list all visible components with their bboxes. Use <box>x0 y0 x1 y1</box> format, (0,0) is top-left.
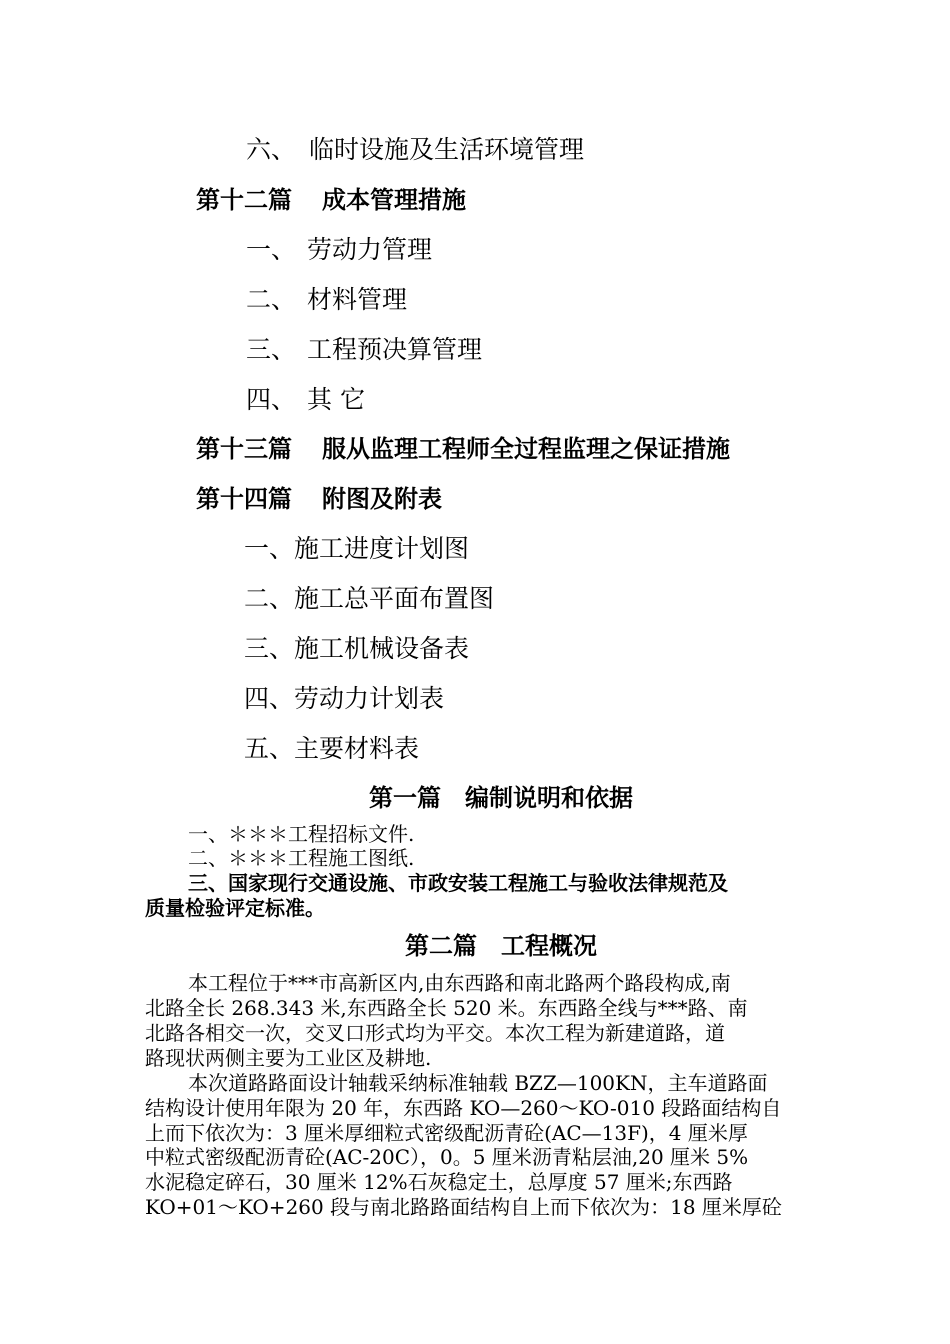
body-line: 本次道路路面设计轴载采纳标准轴载 BZZ—100KN，主车道路面 <box>188 1071 768 1095</box>
toc-item-number: 一、 <box>246 235 297 264</box>
body-line: 中粒式密级配沥青砼(AC-20C），0。5 厘米沥青粘层油,20 厘米 5% <box>145 1145 749 1169</box>
body-line: 二、＊＊＊工程施工图纸. <box>188 846 415 870</box>
toc-item <box>246 385 365 415</box>
toc-item-number: 六、 <box>246 135 297 164</box>
body-line: KO+01～KO+260 段与南北路路面结构自上而下依次为：18 厘米厚砼 <box>145 1195 782 1219</box>
body-line: 水泥稳定碎石，30 厘米 12%石灰稳定土，总厚度 57 厘米;东西路 <box>145 1170 733 1194</box>
body-line: 路现状两侧主要为工业区及耕地. <box>145 1046 432 1070</box>
toc-part-label: 第十三篇 <box>196 435 292 463</box>
body-line: 北路全长 268.343 米,东西路全长 520 米。东西路全线与***路、南 <box>145 996 748 1020</box>
toc-item-number: 四、 <box>246 385 297 414</box>
toc-item: 一、施工进度计划图 <box>244 534 470 563</box>
toc-part-label: 第十二篇 <box>196 186 292 214</box>
toc-item-text: 临时设施及生活环境管理 <box>309 135 585 164</box>
toc-item-number: 三、 <box>246 335 297 364</box>
toc-part-heading <box>196 484 442 514</box>
section-title-part-2: 第二篇 工程概况 <box>405 932 597 960</box>
toc-item <box>246 135 584 165</box>
toc-item: 二、施工总平面布置图 <box>244 584 495 613</box>
body-line: 一、＊＊＊工程招标文件. <box>188 822 415 846</box>
toc-item-text: 劳动力管理 <box>307 235 433 264</box>
toc-part-heading <box>196 185 466 215</box>
section-title-part-1: 第一篇 编制说明和依据 <box>369 784 633 812</box>
toc-item <box>246 235 432 265</box>
toc-item-number: 二、 <box>246 285 297 314</box>
toc-part-title: 附图及附表 <box>322 485 442 513</box>
toc-item: 四、劳动力计划表 <box>244 684 445 713</box>
toc-part-heading <box>196 434 730 464</box>
body-line: 北路各相交一次，交叉口形式均为平交。本次工程为新建道路，道 <box>145 1021 725 1045</box>
toc-part-label: 第十四篇 <box>196 485 292 513</box>
body-line: 三、国家现行交通设施、市政安装工程施工与验收法律规范及 <box>188 871 728 895</box>
body-line: 本工程位于***市高新区内,由东西路和南北路两个路段构成,南 <box>188 971 731 995</box>
toc-item: 三、施工机械设备表 <box>244 634 470 663</box>
toc-item <box>246 285 407 315</box>
body-line: 上而下依次为：3 厘米厚细粒式密级配沥青砼(AC—13F)，4 厘米厚 <box>145 1121 748 1145</box>
body-line: 结构设计使用年限为 20 年，东西路 KO—260～KO-010 段路面结构自 <box>145 1096 782 1120</box>
toc-item: 五、主要材料表 <box>244 734 420 763</box>
body-line: 质量检验评定标准。 <box>145 896 325 920</box>
toc-item-text: 材料管理 <box>307 285 408 314</box>
toc-item-text: 其 它 <box>307 385 365 414</box>
toc-item-text: 工程预决算管理 <box>307 335 483 364</box>
toc-part-title: 成本管理措施 <box>322 186 466 214</box>
toc-item <box>246 335 482 365</box>
toc-part-title: 服从监理工程师全过程监理之保证措施 <box>322 435 730 463</box>
